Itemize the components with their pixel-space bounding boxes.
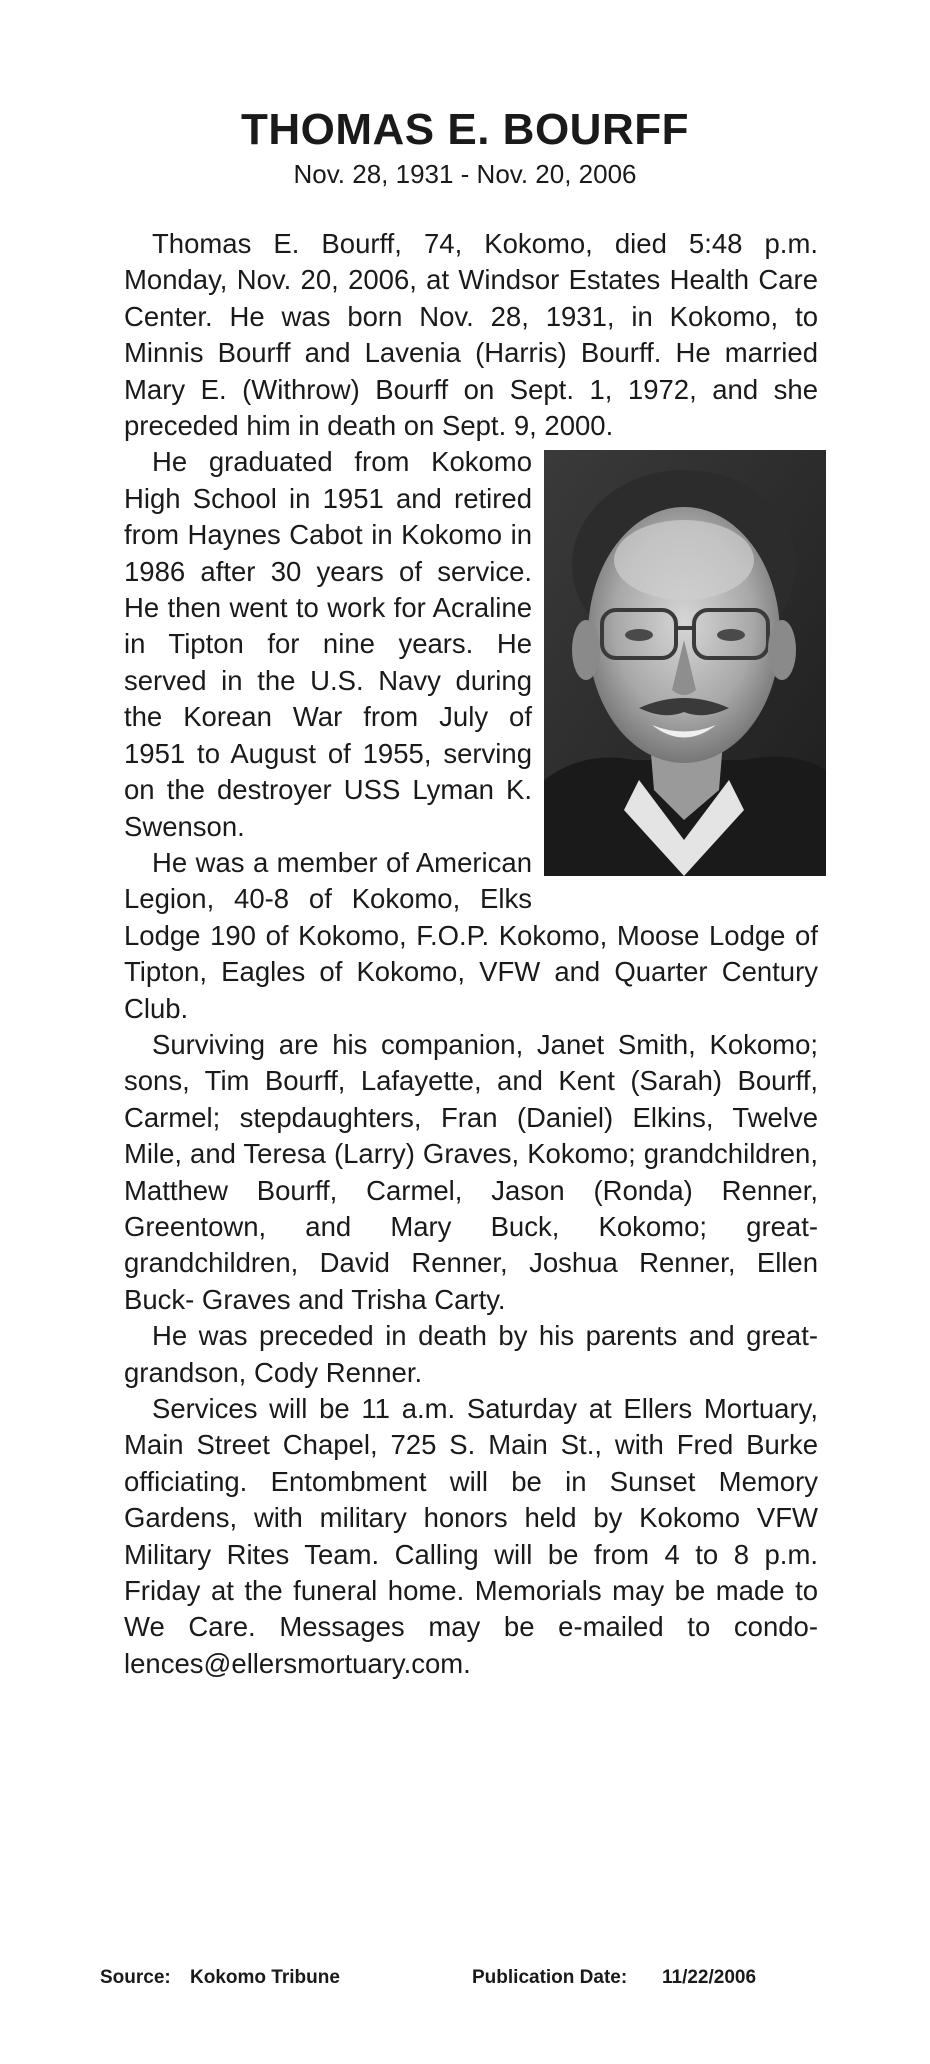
paragraph-preceded: He was preceded in death by his parents and great-grandson, Cody Renner. (124, 1320, 818, 1388)
publication-date-label: Publication Date: (472, 1967, 628, 1988)
life-dates: Nov. 28, 1931 - Nov. 20, 2006 (293, 159, 637, 189)
portrait-photo (544, 450, 826, 876)
obituary-name-title: THOMAS E. BOURFF (241, 105, 689, 154)
paragraph-death-birth: Thomas E. Bourff, 74, Kokomo, died 5:48 p.m. Monday, Nov. 20, 2006, at Windsor Estates Health Care Center. He was born Nov. 28, 1931, in Kokomo, to Minnis Bourff and Lavenia (Harris) Bourff. He married Mary E. (Withrow) Bourff on Sept. 1, 1972, and she preceded him in death on Sept. 9, 2000. (124, 228, 818, 442)
paragraph-career: He graduated from Kokomo High School in 1951 and retired from Haynes Cabot in Kokomo in 1986 after 30 years of service. He then went to work for Acraline in Tipton for nine years. He served in the U.S. Navy during the Korean War from July of 1951 to August of 1955, serving on the destroyer USS Lyman K. Swenson. (124, 446, 532, 842)
paragraph-memberships: He was a member of American Legion, 40-8 of Kokomo, Elks Lodge 190 of Kokomo, F.O.P. Kokomo, Moose Lodge of Tipton, Eagles of Kokomo, VFW and Quarter Century Club. (124, 846, 818, 1024)
source-value: Kokomo Tribune (190, 1967, 340, 1988)
source-label: Source: (100, 1967, 171, 1988)
paragraph-services: Services will be 11 a.m. Saturday at Ellers Mortuary, Main Street Chapel, 725 S. Main St., with Fred Burke officiating. Entombment will be in Sunset Memory Gardens, with military honors held by Kokomo VFW Military Rites Team. Calling will be from 4 to 8 p.m. Friday at the funeral home. Memorials may be made to We Care. Messages may be e-mailed to condo-lences@ellersmortuary.com. (124, 1393, 818, 1679)
obituary-body (124, 226, 818, 1682)
publication-date-value: 11/22/2006 (662, 1967, 757, 1988)
paragraph-survivors: Surviving are his companion, Janet Smith, Kokomo; sons, Tim Bourff, Lafayette, and Kent (Sarah) Bourff, Carmel; stepdaughters, Fran (Daniel) Elkins, Twelve Mile, and Teresa (Larry) Graves, Kokomo; grandchildren, Matthew Bourff, Carmel, Jason (Ronda) Renner, Greentown, and Mary Buck, Kokomo; great-grandchildren, David Renner, Joshua Renner, Ellen Buck- Graves and Trisha Carty. (124, 1028, 818, 1315)
